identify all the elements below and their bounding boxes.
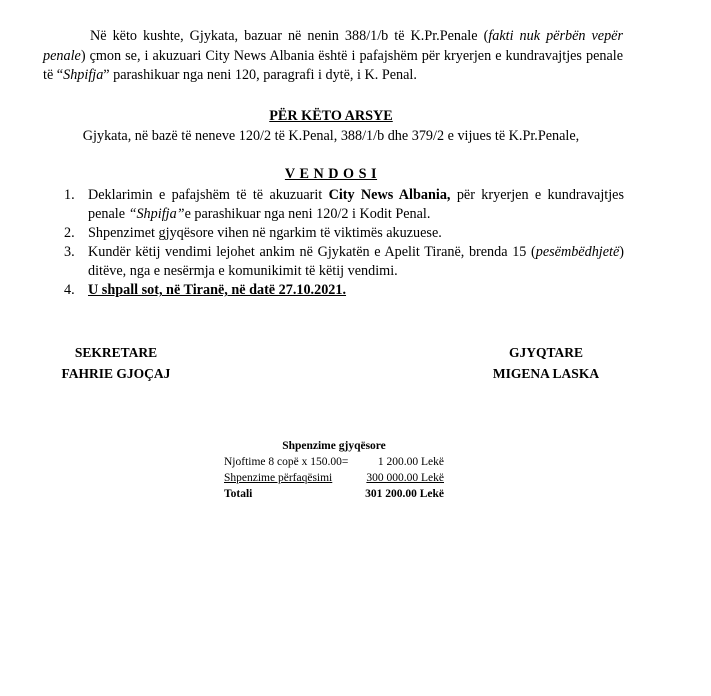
judge-signature-block	[470, 342, 622, 384]
item-1-offence: “Shpifja”	[128, 206, 185, 222]
costs-row	[224, 470, 444, 486]
item-1-text-a: Deklarimin e pafajshëm të të akuzuarit	[88, 187, 329, 203]
costs-total-amount: 301 200.00 Lekë	[365, 488, 444, 500]
intro-text-italic-2: Shpifja	[63, 67, 104, 83]
item-1-text-c: për kryerjen e kundravajtjes penale	[88, 187, 624, 222]
item-text: Shpenzimet gjyqësore vihen në ngarkim të viktimës akuzuese.	[88, 225, 442, 241]
item-number: 4.	[64, 282, 75, 298]
decision-item-2	[64, 224, 624, 243]
secretary-role: SEKRETARE	[74, 345, 158, 360]
court-costs-table	[224, 438, 444, 502]
costs-row	[224, 454, 444, 470]
item-1-defendant: City News Albania,	[328, 187, 451, 203]
decision-heading: V E N D O S I	[284, 166, 378, 182]
reasons-text: Gjykata, në bazë të neneve 120/2 të K.Penal, 388/1/b dhe 379/2 e vijues të K.Pr.Penale,	[82, 128, 580, 144]
intro-text-2: ) çmon se, i akuzuari City News Albania është i pafajshëm për kryerjen e kundravajtjes penale të “	[43, 47, 623, 83]
item-number: 1.	[64, 187, 75, 203]
costs-row-amount: 1 200.00 Lekë	[377, 456, 444, 468]
item-number: 2.	[64, 225, 75, 241]
intro-text-1: Në këto kushte, Gjykata, bazuar në nenin 388/1/b të K.Pr.Penale (	[90, 28, 489, 44]
decision-item-3	[64, 243, 624, 281]
costs-row-amount: 300 000.00 Lekë	[366, 472, 444, 484]
secretary-name: FAHRIE GJOÇAJ	[61, 366, 171, 381]
reasons-heading: PËR KËTO ARSYE	[269, 108, 393, 124]
decision-item-4	[64, 281, 624, 300]
item-3-text-a: Kundër këtij vendimi lejohet ankim në Gjykatën e Apelit Tiranë, brenda 15 (	[88, 244, 536, 260]
item-text	[88, 243, 624, 281]
item-text	[88, 186, 624, 224]
item-number: 3.	[64, 244, 75, 260]
intro-paragraph	[43, 27, 623, 86]
intro-text-3: ” parashikuar nga neni 120, paragrafi i dytë, i K. Penal.	[103, 67, 417, 83]
item-text: U shpall sot, në Tiranë, në datë 27.10.2021.	[88, 282, 347, 298]
item-1-text-e: e parashikuar nga neni 120/2 i Kodit Penal.	[184, 206, 431, 222]
costs-total-label: Totali	[224, 488, 253, 500]
decision-list	[64, 186, 624, 300]
judge-name: MIGENA LASKA	[492, 366, 600, 381]
judge-role: GJYQTARE	[508, 345, 583, 360]
costs-title: Shpenzime gjyqësore	[282, 440, 386, 452]
item-3-text-c: ) ditëve, nga e nesërmja e komunikimit të këtij vendimi.	[88, 244, 624, 279]
costs-row-label: Njoftime 8 copë x 150.00=	[224, 456, 349, 468]
decision-item-1	[64, 186, 624, 224]
item-3-italic: pesëmbëdhjetë	[535, 244, 620, 260]
costs-total-row	[224, 486, 444, 502]
secretary-signature-block	[40, 342, 192, 384]
intro-text-italic-1: fakti nuk përbën vepër penale	[43, 28, 623, 64]
costs-row-label: Shpenzime përfaqësimi	[224, 472, 333, 484]
